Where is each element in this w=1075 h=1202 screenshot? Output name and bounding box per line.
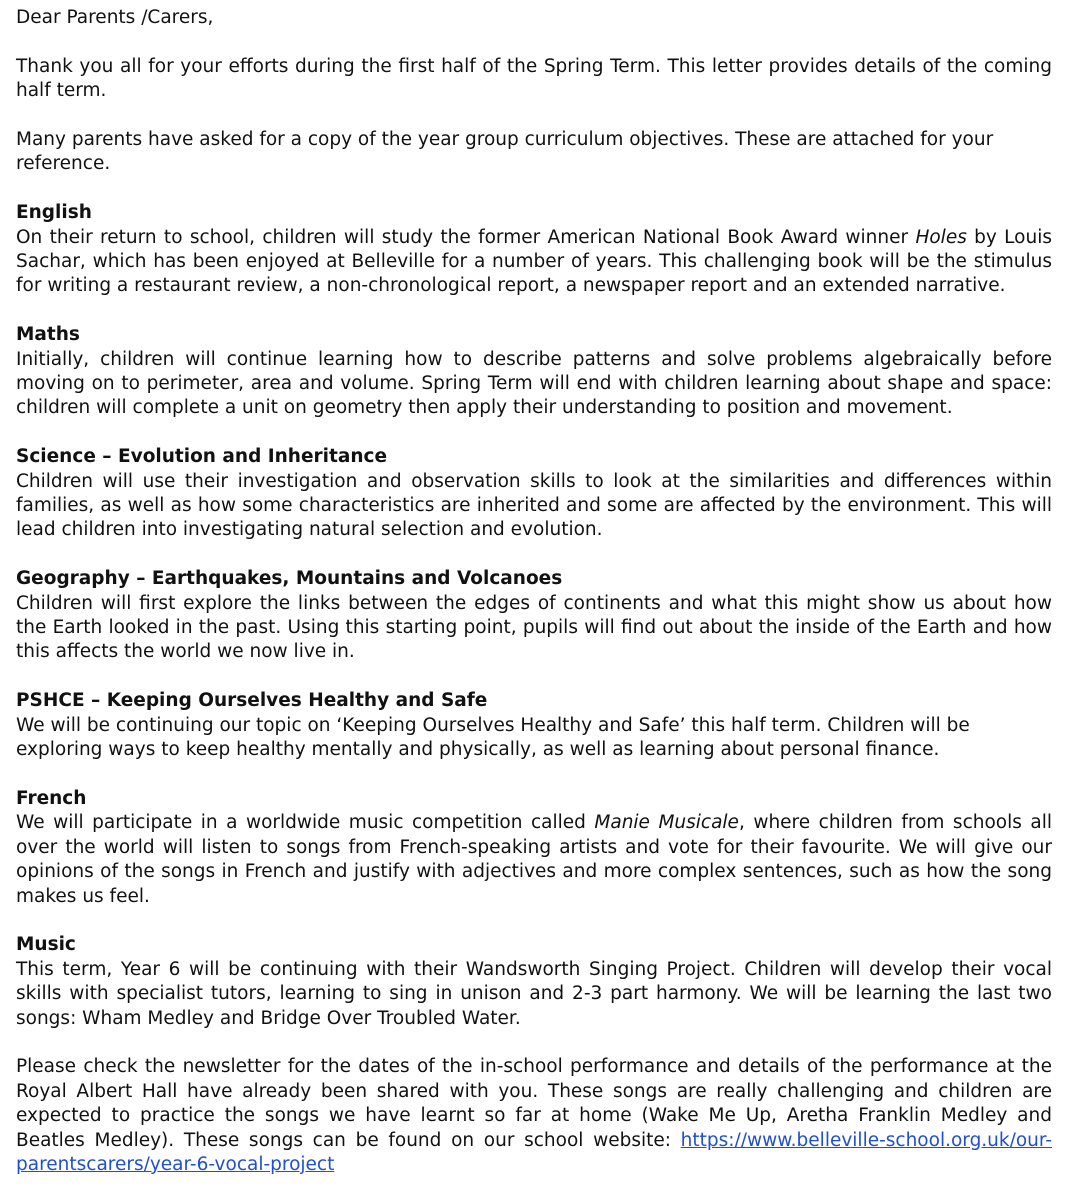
section-heading-music: Music bbox=[16, 934, 76, 956]
closing-text: Please check the newsletter for the dates of the in-school performance and details of the performance at the Royal Albert Hall have already been shared with you. These songs are really challenging and children are expected to practice the songs we have learnt so far at home (Wake Me Up, Aretha Franklin Medley and Beatles Medley). These songs can be found on our school website: bbox=[16, 1056, 1052, 1151]
section-heading-geography: Geography – Earthquakes, Mountains and Volcanoes bbox=[16, 568, 563, 590]
section-french bbox=[16, 787, 1052, 909]
section-body-science: Children will use their investigation and observation skills to look at the similarities and differences within families, as well as how some characteristics are inherited and some are affected by the environment. This will lead children into investigating natural selection and evolution. bbox=[16, 470, 1052, 541]
english-text-part-2: by Louis Sachar, which has been enjoyed at Belleville for a number of years. This challenging book will be the stimulus for writing a restaurant review, a non-chronological report, a newspaper report and an extended narrative. bbox=[16, 226, 1052, 297]
section-english bbox=[16, 201, 1052, 299]
competition-name: Manie Musicale bbox=[594, 812, 739, 834]
section-body-french bbox=[16, 811, 1052, 909]
section-body-music: This term, Year 6 will be continuing with their Wandsworth Singing Project. Children will develop their vocal skills with specialist tutors, learning to sing in unison and 2-3 part harmony. We will be learning the last two songs: Wham Medley and Bridge Over Troubled Water. bbox=[16, 958, 1052, 1029]
section-heading-science: Science – Evolution and Inheritance bbox=[16, 446, 388, 468]
section-body-pshce: We will be continuing our topic on ‘Keeping Ourselves Healthy and Safe’ this half term. Children will be exploring ways to keep healthy mentally and physically, as well as learning about personal finance. bbox=[16, 714, 970, 761]
section-heading-english: English bbox=[16, 202, 92, 224]
section-science bbox=[16, 445, 1052, 543]
section-body-maths: Initially, children will continue learning how to describe patterns and solve problems algebraically before moving on to perimeter, area and volume. Spring Term will end with children learning about shape and space: children will complete a unit on geometry then apply their understanding to position and movement. bbox=[16, 348, 1052, 419]
intro-paragraph: Thank you all for your efforts during the first half of the Spring Term. This letter provides details of the coming half term. bbox=[16, 55, 1052, 102]
section-music bbox=[16, 933, 1052, 1031]
section-body-english bbox=[16, 226, 1052, 299]
section-geography bbox=[16, 567, 1052, 665]
section-body-geography: Children will first explore the links between the edges of continents and what this might show us about how the Earth looked in the past. Using this starting point, pupils will find out about the inside of the Earth and how this affects the world we now live in. bbox=[16, 592, 1052, 663]
french-text-part-2: , where children from schools all over the world will listen to songs from French-speaking artists and vote for their favourite. We will give our opinions of the songs in French and justify with adjectives and more complex sentences, such as how the song makes us feel. bbox=[16, 812, 1052, 907]
section-heading-pshce: PSHCE – Keeping Ourselves Healthy and Safe bbox=[16, 690, 488, 712]
closing-paragraph bbox=[16, 1055, 1052, 1177]
section-pshce bbox=[16, 689, 1052, 762]
greeting: Dear Parents /Carers, bbox=[16, 7, 214, 28]
section-heading-french: French bbox=[16, 787, 87, 809]
vocal-project-link[interactable]: https://www.belleville-school.org.uk/our-parentscarers/year-6-vocal-project bbox=[16, 1129, 1052, 1175]
curriculum-note-paragraph: Many parents have asked for a copy of the year group curriculum objectives. These are attached for your reference. bbox=[16, 129, 994, 175]
english-text-part-1: On their return to school, children will study the former American National Book Award winner bbox=[16, 226, 916, 248]
french-text-part-1: We will participate in a worldwide music competition called bbox=[16, 812, 595, 834]
letter-page bbox=[16, 6, 1052, 1202]
section-heading-maths: Maths bbox=[16, 324, 80, 346]
section-maths bbox=[16, 323, 1052, 421]
book-title: Holes bbox=[915, 226, 967, 248]
